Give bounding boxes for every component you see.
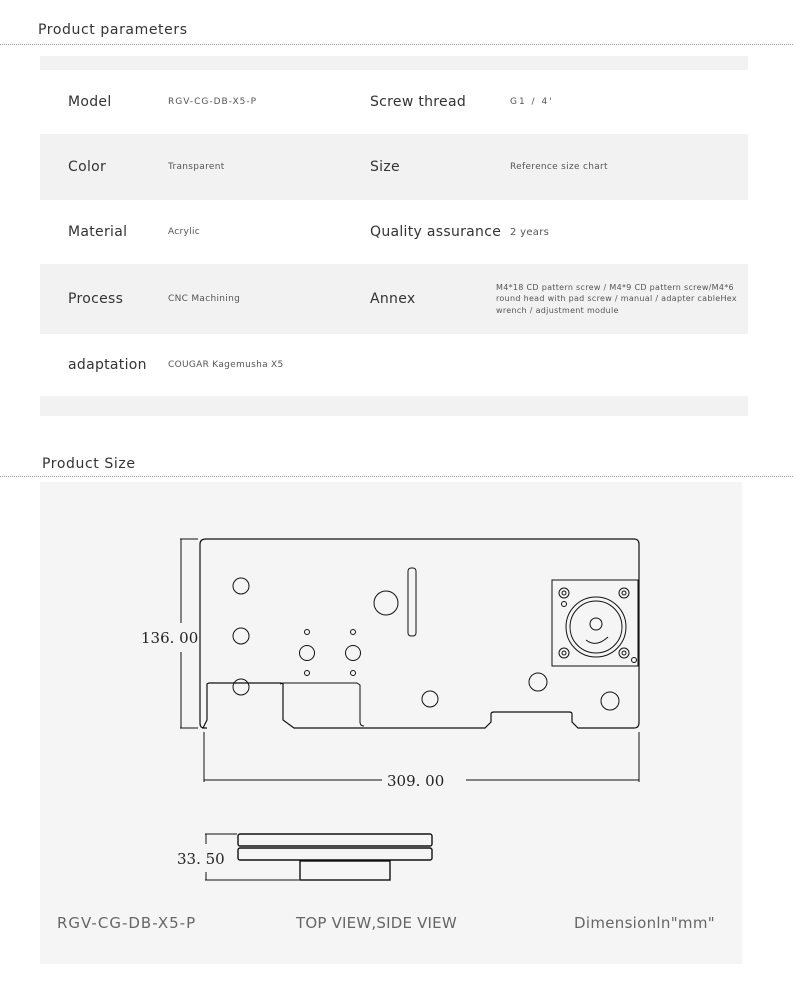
mount-hole [233, 578, 249, 594]
row-value-1: RGV-CG-DB-X5-P [168, 96, 258, 107]
pump-impeller [566, 597, 626, 657]
unit-caption: Dimensionln"mm" [574, 914, 715, 932]
row-label-2: Quality assurance [370, 224, 502, 240]
side-view-top [238, 834, 432, 846]
row-label-2: Screw thread [370, 94, 467, 110]
row-label-1: Model [68, 94, 112, 110]
row-label-1: Process [68, 291, 124, 307]
row-value-1: COUGAR Kagemusha X5 [168, 359, 284, 370]
width-dimension-label: 309. 00 [387, 772, 445, 790]
logo-strip [408, 568, 416, 636]
parameters-divider [0, 44, 793, 45]
row-label-1: adaptation [68, 357, 147, 373]
dimension-drawing [40, 482, 742, 964]
mount-hole [233, 679, 249, 695]
height-dimension-label: 136. 00 [141, 629, 199, 647]
size-divider [0, 476, 793, 477]
size-section-title: Product Size [42, 456, 136, 472]
row-label-1: Color [68, 159, 107, 175]
table-bottom-band [40, 396, 748, 416]
parameters-section-title: Product parameters [38, 22, 188, 38]
table-row [40, 264, 748, 334]
row-value-2: 2 years [510, 226, 550, 238]
table-row [40, 134, 748, 200]
board-outline [200, 539, 639, 728]
side-view-middle [238, 848, 432, 860]
table-row [40, 70, 748, 134]
port-circle [374, 591, 398, 615]
dimension-drawing-panel [40, 482, 742, 964]
row-value-2: Reference size chart [510, 161, 608, 172]
side-view-bottom [300, 861, 390, 880]
row-value-1: Acrylic [168, 226, 201, 237]
row-value-1: Transparent [168, 161, 225, 172]
row-label-2: Annex [370, 291, 416, 307]
row-value-2: M4*18 CD pattern screw / M4*9 CD pattern screw/M4*6 round head with pad screw / manual / adapter cableHex wrench / adjustment module [496, 282, 737, 315]
thickness-dimension-label: 33. 50 [177, 850, 225, 868]
table-row [40, 334, 748, 396]
view-caption: TOP VIEW,SIDE VIEW [296, 914, 457, 932]
table-top-band [40, 56, 748, 70]
row-value-2: G1 / 4' [510, 96, 554, 107]
table-row [40, 200, 748, 264]
parameters-table [40, 56, 748, 416]
row-label-1: Material [68, 224, 128, 240]
model-caption: RGV-CG-DB-X5-P [57, 914, 197, 932]
row-label-2: Size [370, 159, 400, 175]
row-value-1: CNC Machining [168, 293, 241, 304]
mount-hole [233, 628, 249, 644]
